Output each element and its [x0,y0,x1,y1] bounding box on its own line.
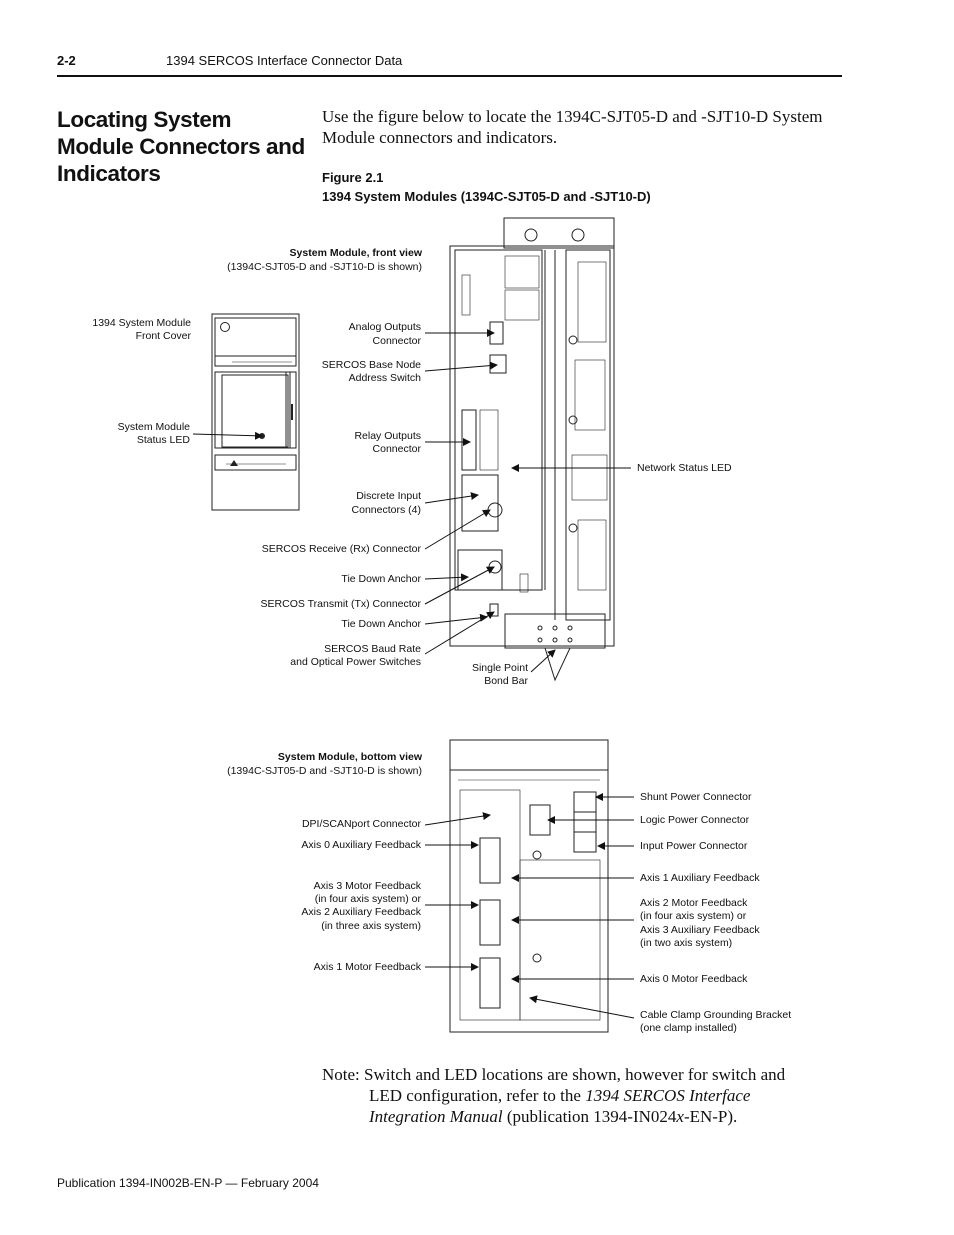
running-title: 1394 SERCOS Interface Connector Data [166,53,403,68]
label-status-led-2: Status LED [136,434,190,446]
label-relay-1: Relay Outputs [354,430,421,442]
leader-rx [425,510,490,549]
note-line-2 [322,1085,842,1106]
bottom-view-subheading: (1394C-SJT05-D and -SJT10-D is shown) [227,765,422,777]
leader-base-node [425,365,497,371]
label-discrete-1: Discrete Input [356,490,421,502]
note-text-a: LED configuration, refer to the [369,1086,586,1105]
label-axis2-4: (in two axis system) [640,937,733,949]
note-pub-x: x [676,1107,684,1126]
label-axis1-motor: Axis 1 Motor Feedback [313,961,421,973]
bottom-view-heading: System Module, bottom view [277,751,422,763]
label-axis2-3: Axis 3 Auxiliary Feedback [640,924,760,936]
label-front-cover-2: Front Cover [135,330,191,342]
label-analog-2: Connector [372,335,421,347]
note-line-3 [322,1106,842,1127]
label-bond-bar-1: Single Point [471,662,528,674]
label-clamp-2: (one clamp installed) [640,1022,737,1034]
label-axis2-2: (in four axis system) or [640,910,747,922]
label-logic-power: Logic Power Connector [640,814,750,826]
note-pub-a: (publication 1394-IN024 [502,1107,677,1126]
figure-title: 1394 System Modules (1394C-SJT05-D and -SJT10-D) [322,189,651,204]
label-tie-down-2: Tie Down Anchor [341,618,421,630]
label-axis3-1: Axis 3 Motor Feedback [313,880,421,892]
label-relay-2: Connector [372,443,421,455]
leader-tie-down-1 [425,577,468,579]
leader-clamp [530,998,634,1018]
label-axis3-2: (in four axis system) or [314,893,421,905]
leader-dpi [425,815,490,825]
label-baud-2: and Optical Power Switches [290,656,421,668]
label-rx-connector: SERCOS Receive (Rx) Connector [261,543,421,555]
intro-text: Use the figure below to locate the 1394C-SJT05-D and -SJT10-D System Module connectors and indicators. [322,107,823,147]
label-discrete-2: Connectors (4) [351,504,421,516]
manual-title-a: 1394 SERCOS Interface [585,1086,751,1105]
label-tie-down-1: Tie Down Anchor [341,573,421,585]
footer-publication: Publication 1394-IN002B-EN-P — February 2004 [57,1176,319,1190]
label-axis3-4: (in three axis system) [321,920,421,932]
manual-title-b: Integration Manual [369,1107,503,1126]
label-shunt-power: Shunt Power Connector [640,791,752,803]
label-network-led: Network Status LED [637,462,732,474]
note-line-1: Note: Switch and LED locations are shown, however for switch and [322,1065,786,1084]
label-axis3-3: Axis 2 Auxiliary Feedback [301,906,421,918]
label-baud-1: SERCOS Baud Rate [324,643,421,655]
label-axis0-aux: Axis 0 Auxiliary Feedback [301,839,421,851]
note-paragraph [322,1064,842,1127]
label-clamp-1: Cable Clamp Grounding Bracket [640,1009,792,1021]
note-pub-b: -EN-P). [683,1107,738,1126]
label-axis1-aux: Axis 1 Auxiliary Feedback [640,872,760,884]
label-axis0-motor: Axis 0 Motor Feedback [640,973,748,985]
figure-label: Figure 2.1 [322,170,384,185]
label-axis2-1: Axis 2 Motor Feedback [640,897,748,909]
leader-baud [425,612,494,654]
front-view-heading: System Module, front view [289,247,422,259]
label-front-cover-1: 1394 System Module [92,317,191,329]
label-base-node-1: SERCOS Base Node [321,359,421,371]
label-tx-connector: SERCOS Transmit (Tx) Connector [260,598,421,610]
section-title: Locating System Module Connectors and Indicators [57,107,305,186]
label-analog-1: Analog Outputs [348,321,421,333]
bottom-view-module [450,740,608,1032]
label-input-power: Input Power Connector [640,840,748,852]
front-view-subheading: (1394C-SJT05-D and -SJT10-D is shown) [227,261,422,273]
leader-discrete [425,495,478,503]
page-number: 2-2 [57,53,76,68]
label-base-node-2: Address Switch [348,372,421,384]
leader-tie-down-2 [425,617,487,624]
label-dpi-connector: DPI/SCANport Connector [301,818,421,830]
label-bond-bar-2: Bond Bar [484,675,528,687]
leader-tx [425,567,494,604]
label-status-led-1: System Module [117,421,190,433]
front-view-module [450,218,614,680]
